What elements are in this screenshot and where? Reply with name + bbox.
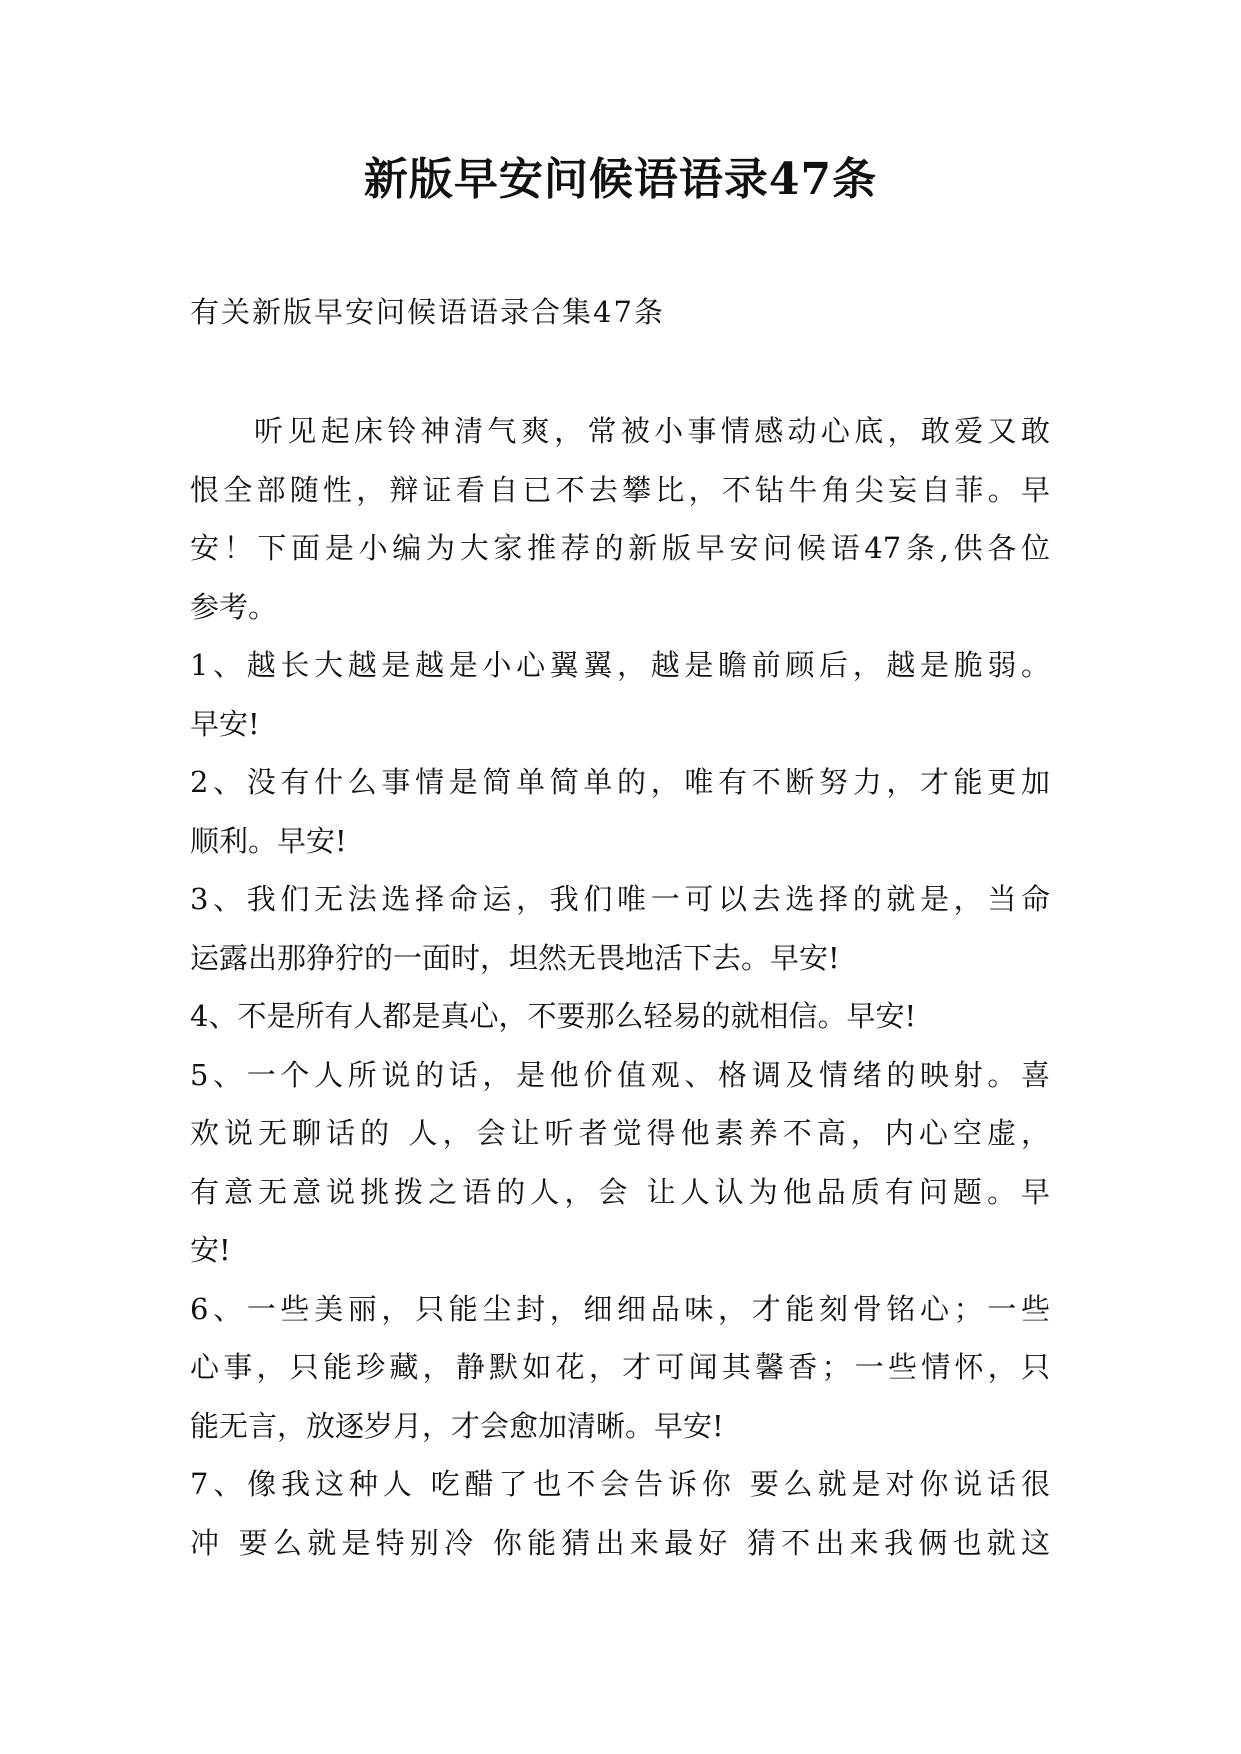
paragraph-line: 参考。 [190,589,278,624]
list-item-line: 3、我们无法选择命运，我们唯一可以去选择的就是，当命 [190,882,1050,916]
paragraph-line: 听见起床铃神清气爽，常被小事情感动心底，敢爱又敢 [254,414,1050,448]
list-item-line: 冲 要么就是特别冷 你能猜出来最好 猜不出来我俩也就这 [190,1525,1050,1560]
list-item-line: 有意无意说挑拨之语的人，会 让人认为他品质有问题。早 [190,1174,1050,1209]
document-subtitle: 有关新版早安问候语语录合集47条 [190,295,665,329]
list-item-line: 顺利。早安! [190,823,347,858]
document-body [190,402,1050,1572]
list-item-line: 1、越长大越是越是小心翼翼，越是瞻前顾后，越是脆弱。 [190,648,1050,682]
paragraph-line: 恨全部随性，辩证看自已不去攀比，不钻牛角尖妄自菲。早 [190,472,1050,507]
list-item-line: 心事，只能珍藏，静默如花，才可闻其馨香；一些情怀，只 [190,1350,1050,1384]
document-title: 新版早安问候语语录47条 [363,154,878,205]
list-item-line: 早安! [190,706,260,741]
list-item-line: 安! [190,1233,231,1267]
list-item-line: 4、不是所有人都是真心，不要那么轻易的就相信。早安! [190,999,917,1033]
list-item-line: 运露出那狰狞的一面时，坦然无畏地活下去。早安! [190,940,840,975]
list-item-line: 7、像我这种人 吃醋了也不会告诉你 要么就是对你说话很 [190,1467,1050,1501]
list-item-line: 5、一个人所说的话，是他价值观、格调及情绪的映射。喜 [190,1057,1050,1092]
list-item-line: 能无言，放逐岁月，才会愈加清晰。早安! [190,1408,724,1443]
paragraph-line: 安！下面是小编为大家推荐的新版早安问候语47条,供各位 [190,531,1050,565]
list-item-line: 欢说无聊话的 人，会让听者觉得他素养不高，内心空虚， [190,1116,1050,1150]
list-item-line: 2、没有什么事情是简单简单的，唯有不断努力，才能更加 [190,765,1050,799]
list-item-line: 6、一些美丽，只能尘封，细细品味，才能刻骨铭心；一些 [190,1291,1050,1326]
